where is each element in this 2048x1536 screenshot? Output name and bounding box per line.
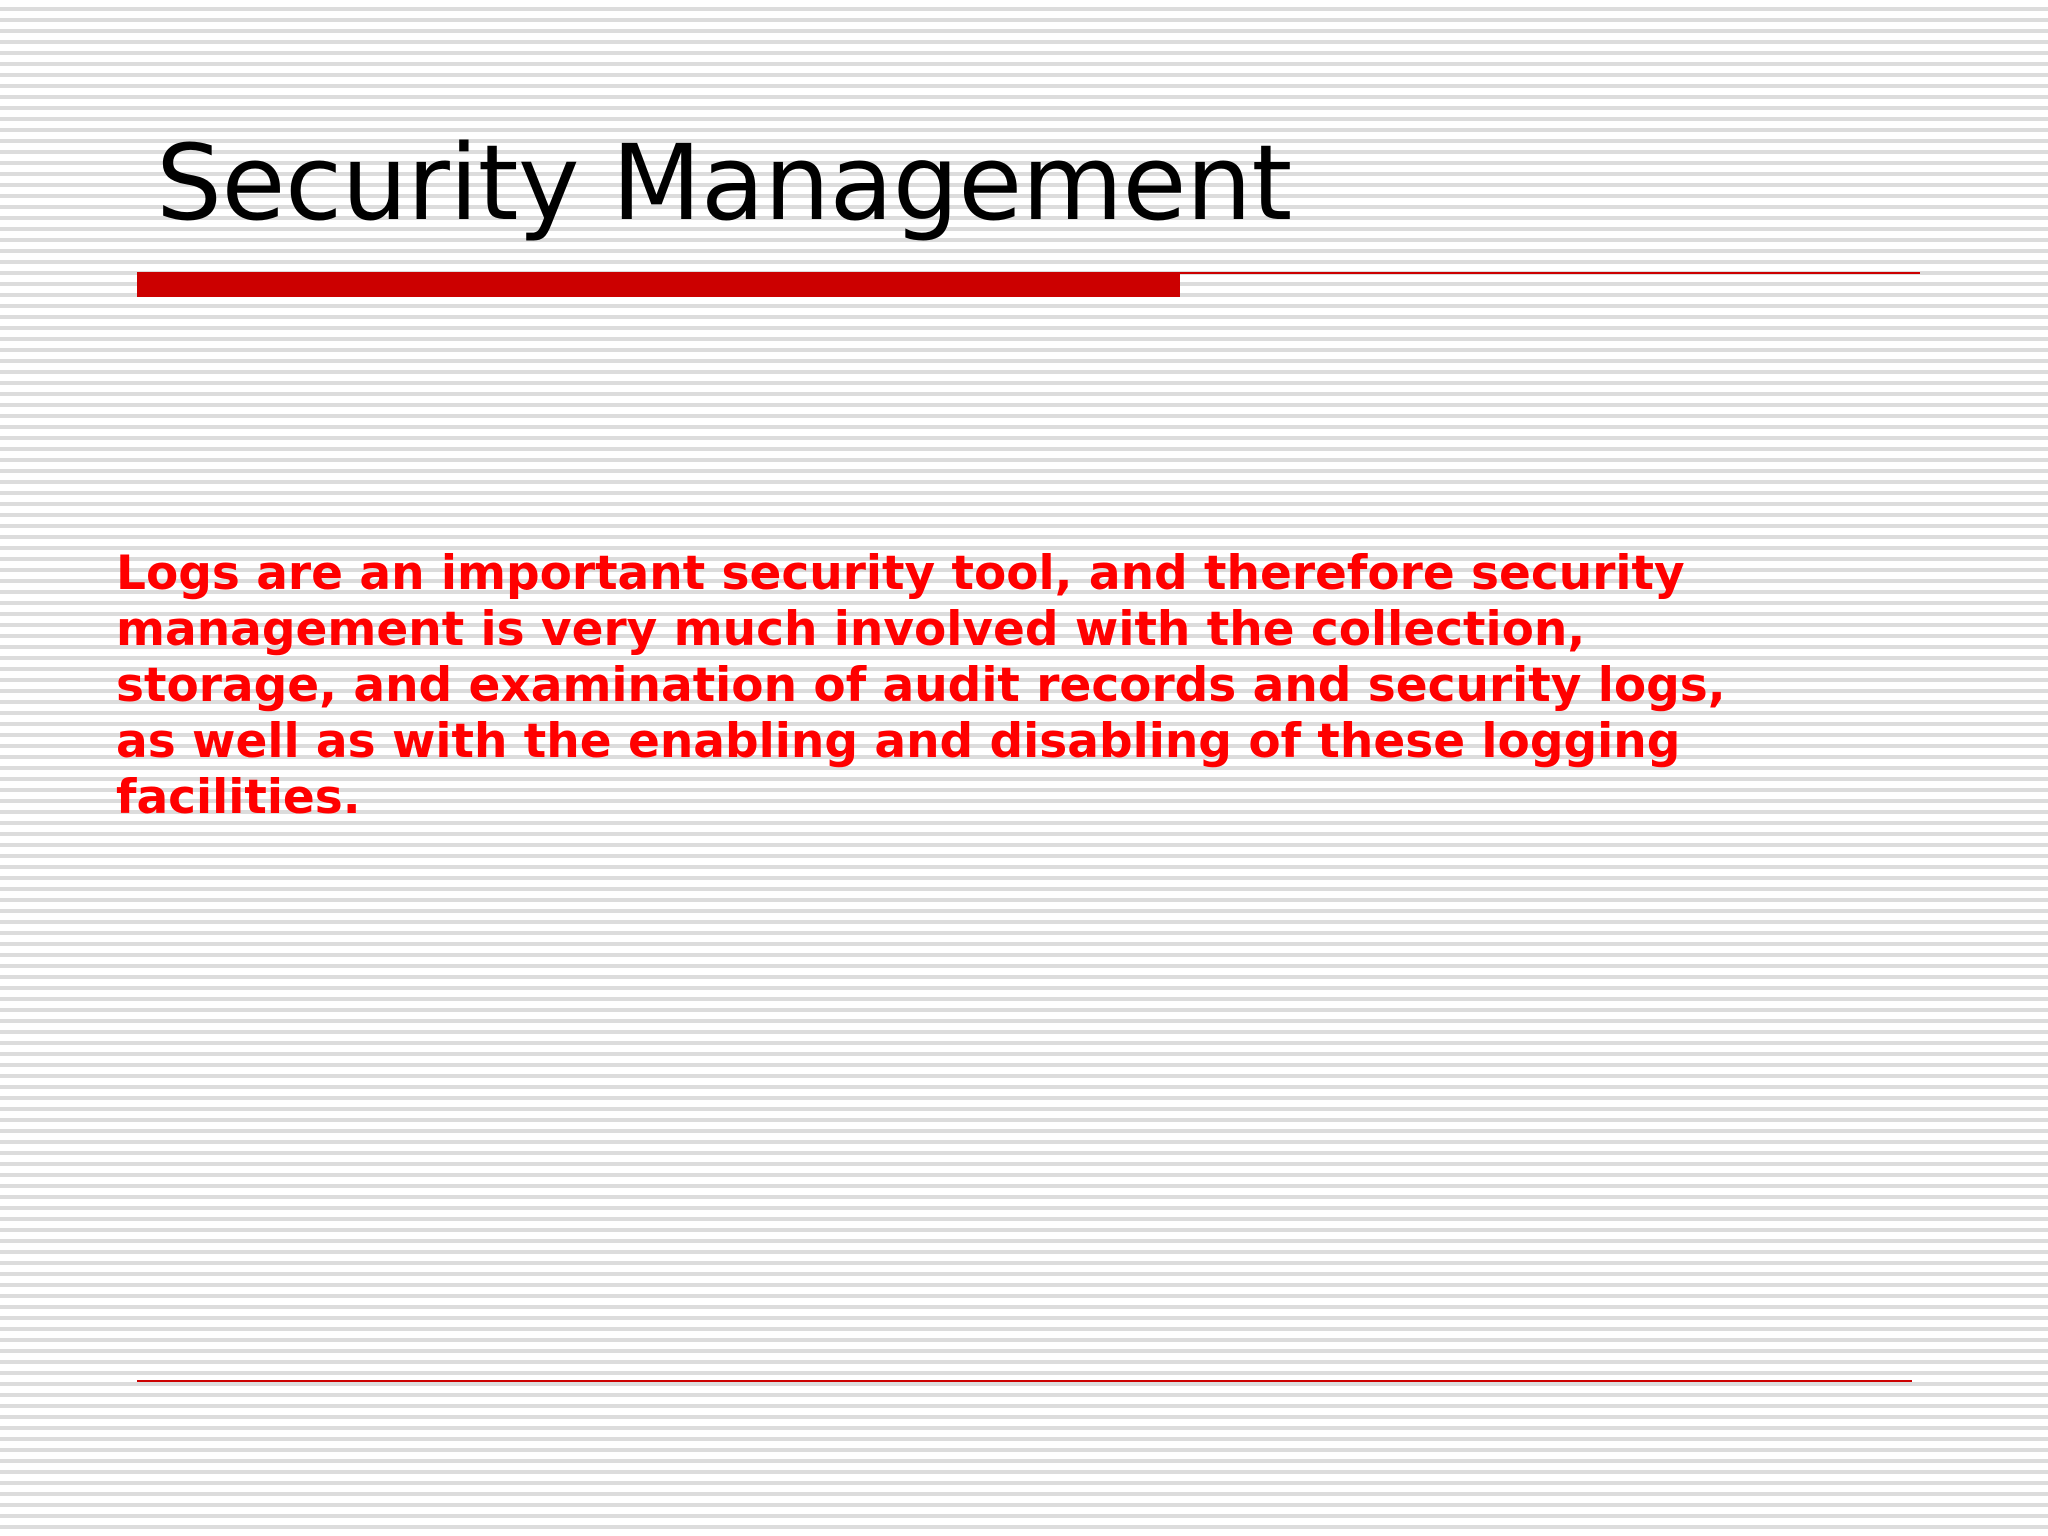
- slide-body-text: Logs are an important security tool, and therefore security management is very much involved with the collection, storage, and examination of audit records and security logs, as well as with the enabling and disabling of these logging facilities.: [116, 546, 1726, 825]
- title-underline-thin: [1180, 272, 1920, 274]
- title-underline-thick: [137, 272, 1180, 297]
- footer-divider: [137, 1380, 1912, 1382]
- slide-title: Security Management: [156, 122, 1292, 244]
